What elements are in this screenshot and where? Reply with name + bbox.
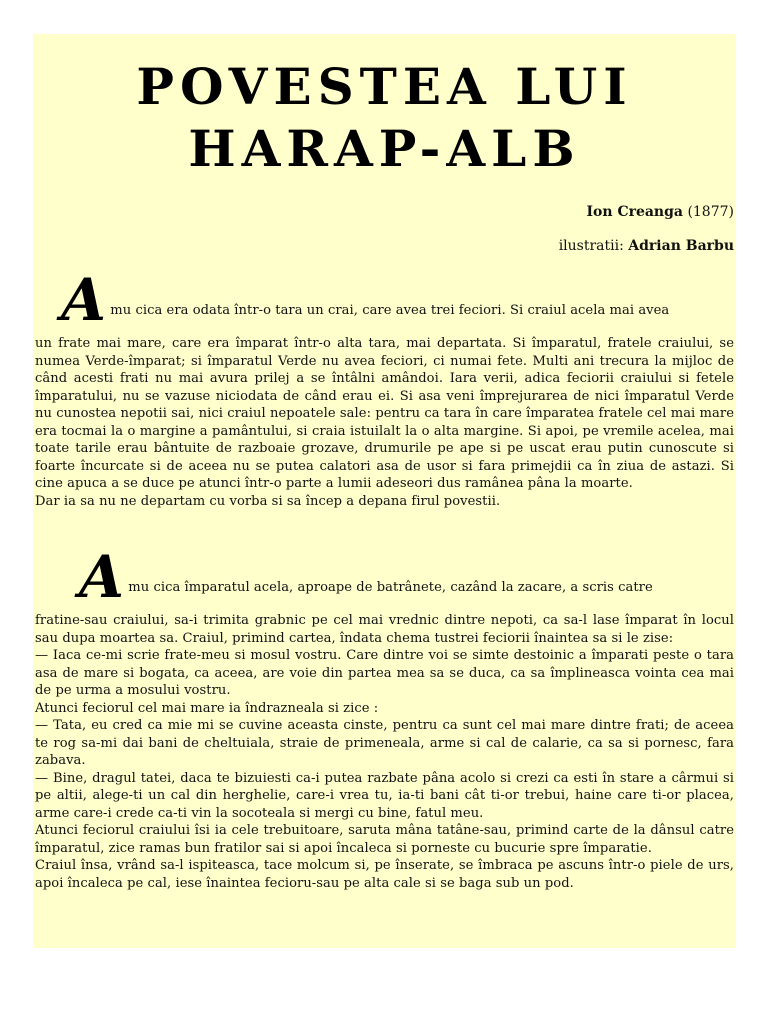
author-year: (1877) (687, 204, 734, 220)
paragraph: Atunci feciorul cel mai mare ia îndrazneala si zice : (35, 700, 379, 716)
story-block-1 (35, 266, 734, 510)
illustrator-name: Adrian Barbu (628, 238, 734, 254)
document-title (35, 56, 734, 180)
title-line-2: HARAP-ALB (188, 119, 581, 178)
document-page (33, 34, 736, 948)
drop-cap: A (61, 266, 107, 334)
paragraph: Craiul însa, vrând sa-l ispiteasca, tace molcum si, pe înserate, se îmbraca pe ascuns într-o piele de urs, apoi încaleca pe cal, iese înaintea fecioru-sau pe alta cale si se baga sub un pod. (35, 858, 734, 891)
drop-cap: A (79, 543, 125, 611)
paragraph: — Iaca ce-mi scrie frate-meu si mosul vostru. Care dintre voi se simte destoinic a împarati peste o tara asa de mare si bogata, ca aceea, are voie din partea mea sa se duca, ca sa împlineasca vointa cea mai de pe urma a mosului vostru. (35, 648, 734, 698)
title-line-1: POVESTEA LUI (136, 57, 633, 116)
paragraph: Dar ia sa nu ne departam cu vorba si sa încep a depana firul povestii. (35, 493, 501, 509)
first-line (35, 266, 734, 334)
paragraph: fratine-sau craiului, sa-i trimita grabnic pe cel mai vrednic dintre nepoti, ca sa-l lase împarat în locul sau dupa moartea sa. Craiul, primind cartea, îndata chema tustrei feciorii înaintea sa si le zise: (35, 613, 734, 646)
paragraph: — Bine, dragul tatei, daca te bizuiesti ca-i putea razbate pâna acolo si crezi ca esti în stare a cârmui si pe altii, alege-ti un cal din herghelie, care-i vrea tu, ia-ti bani cât ti-or trebui, haine care ti-or placea, arme care-i crede ca-ti vin la socoteala si mergi cu bine, fatul meu. (35, 770, 734, 821)
illustrator-label: ilustratii: (558, 238, 624, 254)
author-name: Ion Creanga (586, 204, 683, 220)
author-credit (35, 203, 734, 221)
first-line (35, 543, 734, 611)
paragraph: Atunci feciorul craiului îsi ia cele trebuitoare, saruta mâna tatâne-sau, primind carte de la dânsul catre împaratul, zice ramas bun fratilor sai si apoi încaleca si porneste cu bucurie spre împaratie. (35, 823, 734, 856)
story-block-2 (35, 543, 734, 892)
first-line-text: mu cica împaratul acela, aproape de batrânete, cazând la zacare, a scris catre (128, 580, 653, 595)
illustrator-credit (35, 237, 734, 255)
paragraph: — Tata, eu cred ca mie mi se cuvine aceasta cinste, pentru ca sunt cel mai mare dintre frati; de aceea te rog sa-mi dai bani de cheltuiala, straie de primeneala, arme si cal de calarie, ca sa si pornesc, fara zabava. (35, 718, 734, 768)
paragraph: un frate mai mare, care era împarat într-o alta tara, mai departata. Si împaratul, fratele craiului, se numea Verde-împarat; si împaratul Verde nu avea feciori, ci numai fete. Multi ani trecura la mijloc de când acesti frati nu mai avura prilej a se întâlni amândoi. Iara verii, adica feciorii craiului si fetele împaratului, nu se vazuse niciodata de când erau ei. Si asa veni împrejurarea de nici împaratul Verde nu cunostea nepotii sai, nici craiul nepoatele sale: pentru ca tara în care împaratea fratele cel mai mare era tocmai la o margine a pamântului, si craia istuilalt la o alta margine. Si apoi, pe vremile acelea, mai toate tarile erau bântuite de razboaie grozave, drumurile pe ape si pe uscat erau putin cunoscute si foarte încurcate si de aceea nu se putea calatori asa de usor si fara primejdii ca în ziua de astazi. Si cine apuca a se duce pe atunci într-o parte a lumii adeseori dus ramânea pâna la moarte. (35, 336, 734, 491)
first-line-text: mu cica era odata într-o tara un crai, care avea trei feciori. Si craiul acela mai avea (110, 303, 670, 318)
